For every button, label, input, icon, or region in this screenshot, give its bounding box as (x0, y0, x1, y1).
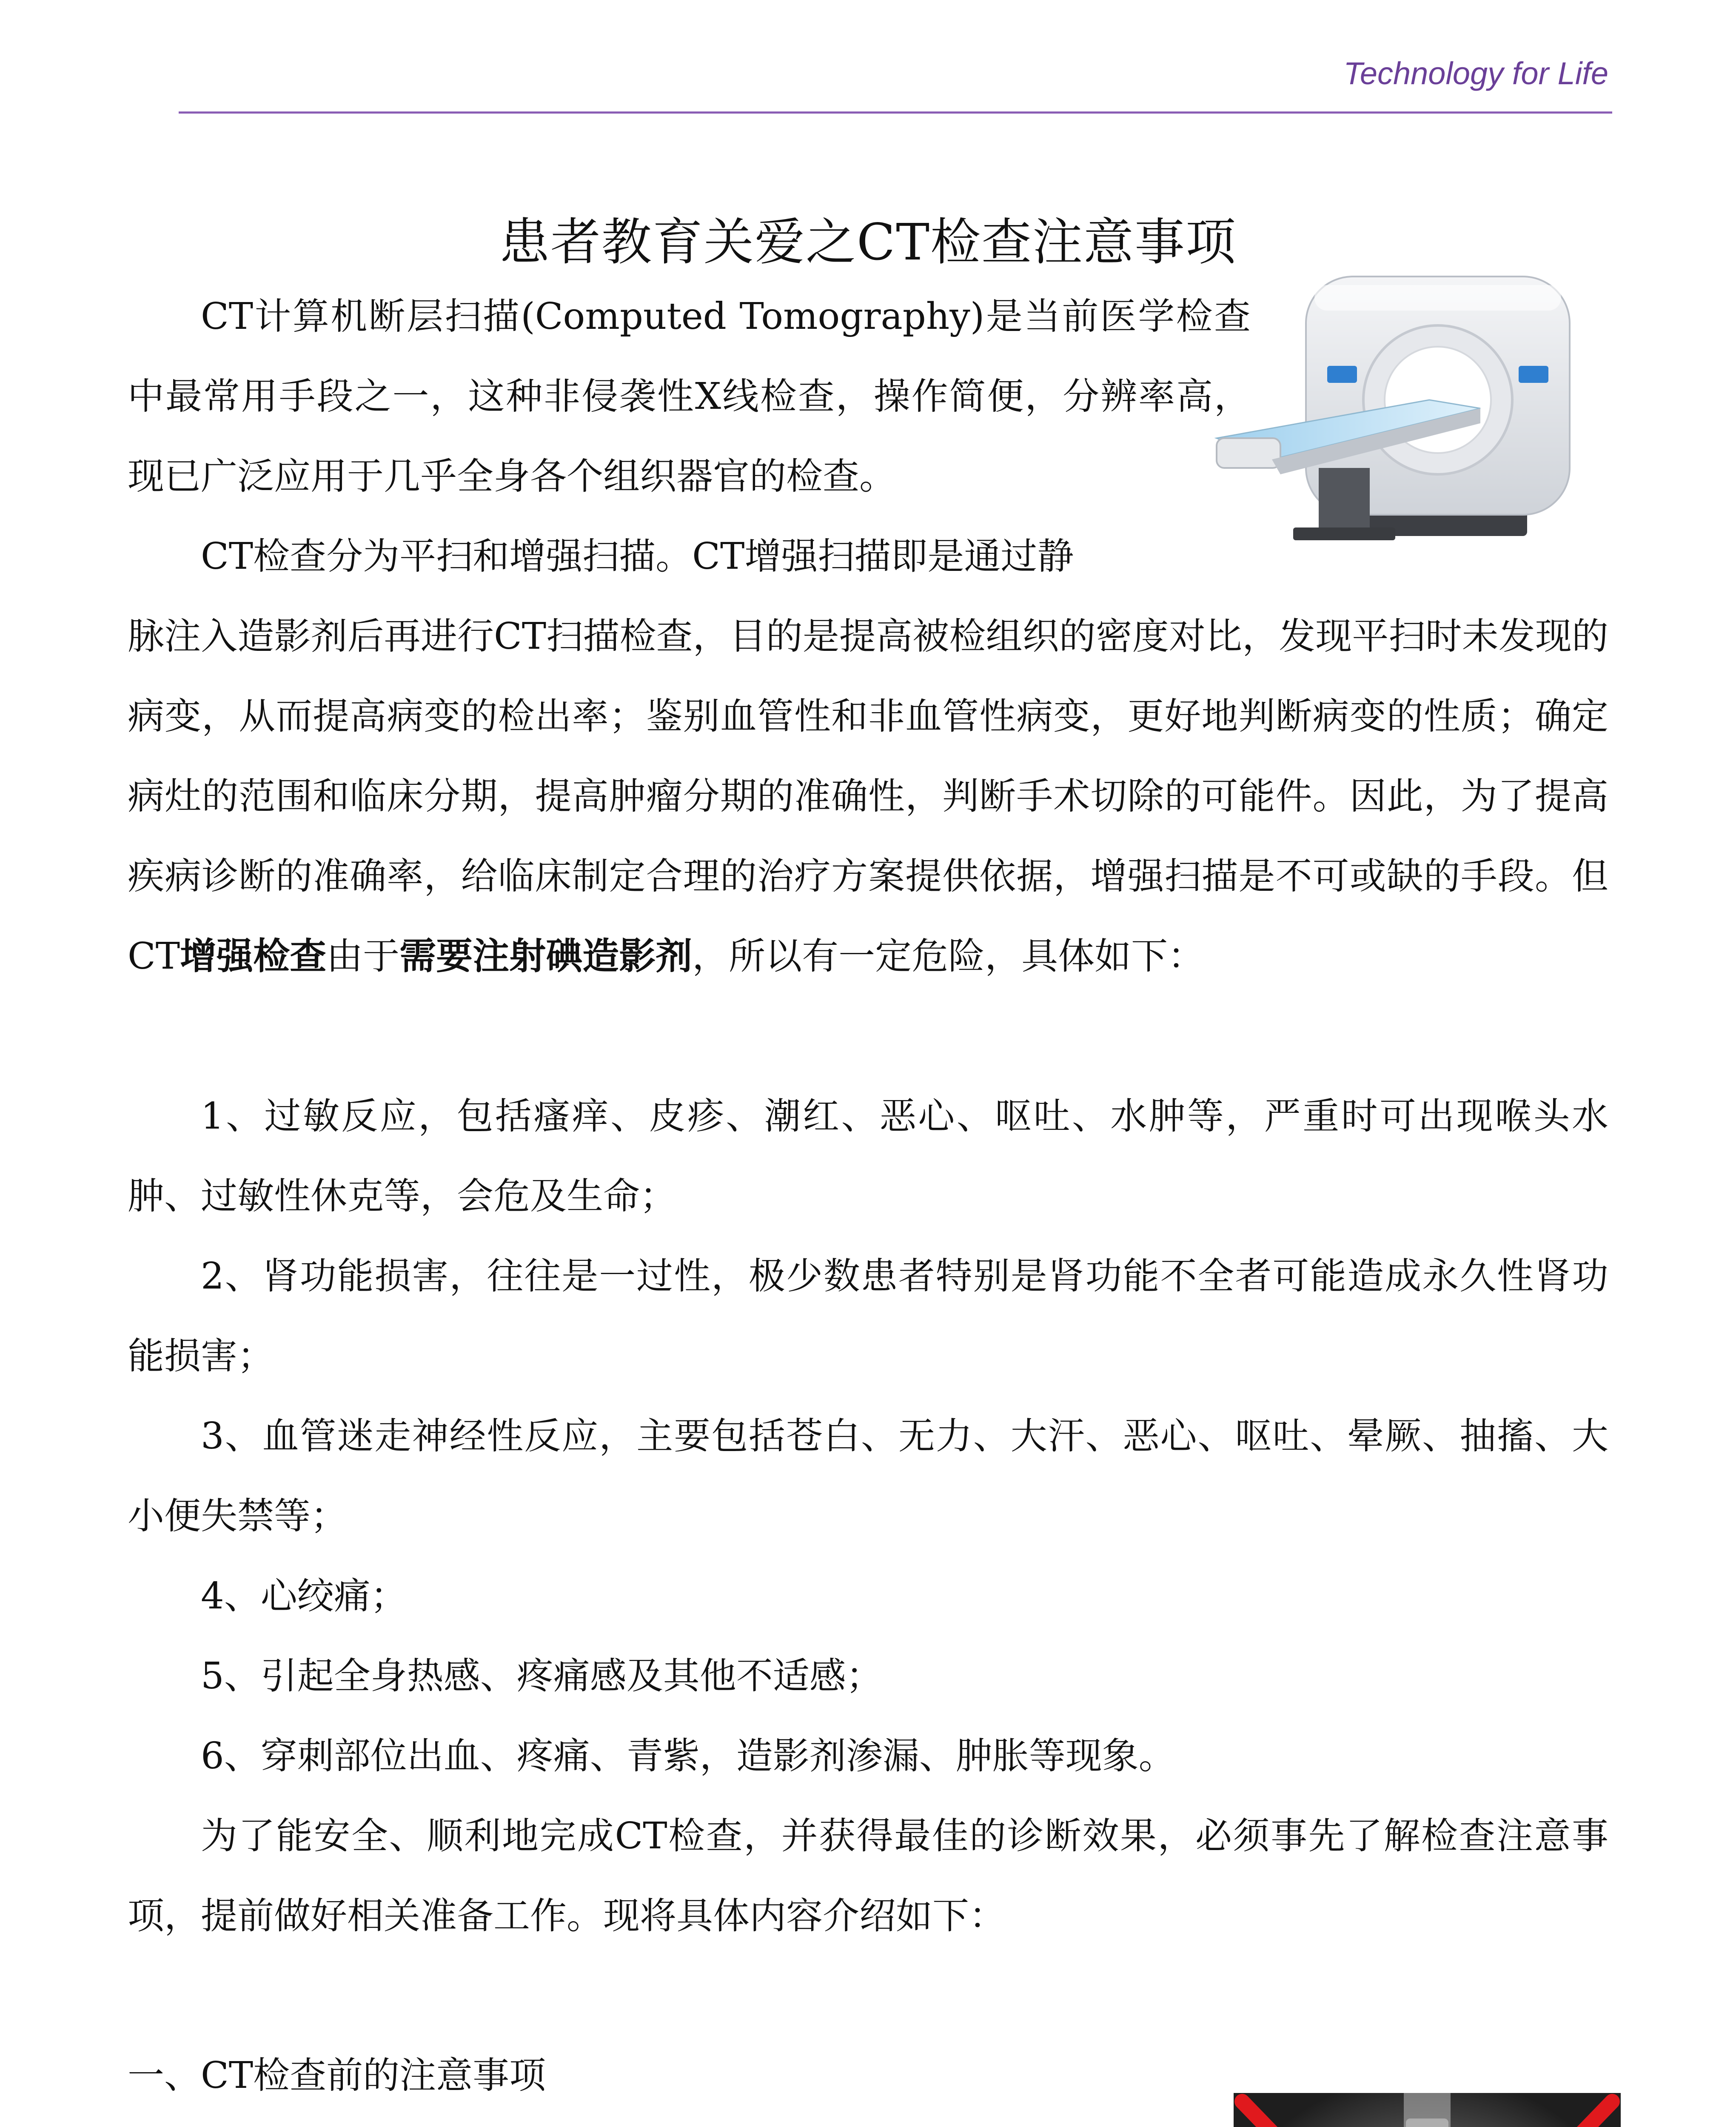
risk-item-1: 1、过敏反应，包括瘙痒、皮疹、潮红、恶心、呕吐、水肿等，严重时可出现喉头水肿、过敏性休克等，会危及生命； (128, 1095, 1608, 1217)
intro-p2-bold-1: 增强检查 (180, 935, 327, 978)
risk-item-2: 2、肾功能损害，往往是一过性，极少数患者特别是肾功能不全者可能造成永久性肾功能损害； (128, 1255, 1608, 1377)
intro-p2-text-end: ，所以有一定危险，具体如下： (692, 935, 1205, 978)
intro-p2-text-a: 脉注入造影剂后再进行CT扫描检查，目的是提高被检组织的密度对比，发现平扫时未发现的病变，从而提高病变的检出率；鉴别血管性和非血管性病变，更好地判断病变的性质；确定病灶的范围和临床分期，提高肿瘤分期的准确性，判断手术切除的可能件。因此，为了提高疾病诊断的准确率，给临床制定合理的治疗方案提供依据，增强扫描是不可或缺的手段。但CT (128, 615, 1608, 978)
intro-paragraph-1: CT计算机断层扫描(Computed Tomography)是当前医学检查中最常用手段之一，这种非侵袭性X线检查，操作简便，分辨率高，现已广泛应用于几乎全身各个组织器官的检查。 (128, 295, 1251, 498)
risk-item-3: 3、血管迷走神经性反应，主要包括苍白、无力、大汗、恶心、呕吐、晕厥、抽搐、大小便失禁等； (128, 1415, 1608, 1537)
intro-paragraph-2-top: CT检查分为平扫和增强扫描。CT增强扫描即是通过静 (201, 535, 1074, 578)
section1-item-1 (128, 2116, 1217, 2127)
risk-item-6: 6、穿刺部位出血、疼痛、青紫，造影剂渗漏、肿胀等现象。 (201, 1735, 1175, 1777)
intro-p2-text-mid: 由于 (326, 935, 400, 978)
intro-paragraph-2 (128, 596, 1608, 996)
header-brand: Technology for Life (1343, 56, 1608, 91)
risk-item-5: 5、引起全身热感、疼痛感及其他不适感； (201, 1655, 883, 1697)
closing-paragraph: 为了能安全、顺利地完成CT检查，并获得最佳的诊断效果，必须事先了解检查注意事项，提前做好相关准备工作。现将具体内容介绍如下： (128, 1815, 1608, 1937)
section-heading-1: 一、CT检查前的注意事项 (128, 2054, 546, 2097)
risk-item-4: 4、心绞痛； (201, 1575, 407, 1617)
xray-crossed-image (1234, 2093, 1621, 2127)
ct-scanner-image (1208, 259, 1591, 557)
intro-p2-bold-2: 需要注射碘造影剂 (399, 935, 693, 978)
page-title: 患者教育关爱之CT检查注意事项 (499, 213, 1237, 272)
header-divider (179, 111, 1612, 114)
